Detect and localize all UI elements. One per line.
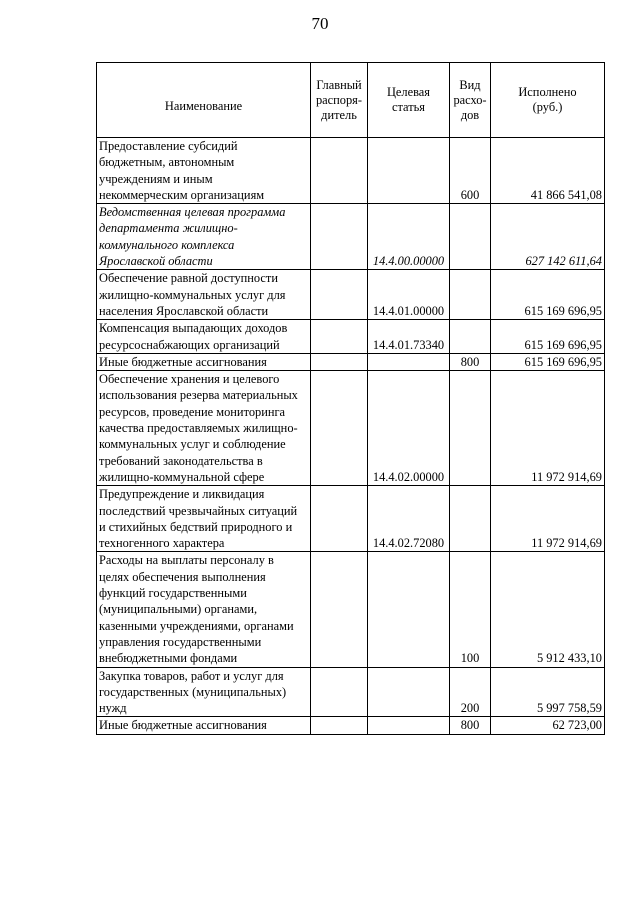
row-manager-cell bbox=[311, 270, 368, 320]
row-manager-cell bbox=[311, 371, 368, 486]
row-manager-cell bbox=[311, 204, 368, 270]
header-executed: Исполнено (руб.) bbox=[491, 63, 605, 138]
row-expense-type-cell: 600 bbox=[450, 138, 491, 204]
row-manager-cell bbox=[311, 717, 368, 734]
row-amount-cell: 5 997 758,59 bbox=[491, 667, 605, 717]
row-target-cell: 14.4.01.73340 bbox=[368, 320, 450, 354]
row-name-cell: Иные бюджетные ассигнования bbox=[97, 353, 311, 370]
page-number: 70 bbox=[311, 14, 329, 33]
row-amount-cell: 11 972 914,69 bbox=[491, 371, 605, 486]
table-row bbox=[97, 353, 605, 370]
table-body bbox=[97, 138, 605, 735]
row-name-cell: Компенсация выпадающих доходов ресурсоснабжающих организаций bbox=[97, 320, 311, 354]
row-target-cell: 14.4.02.72080 bbox=[368, 486, 450, 552]
row-amount-cell: 11 972 914,69 bbox=[491, 486, 605, 552]
row-amount-cell: 41 866 541,08 bbox=[491, 138, 605, 204]
row-expense-type-cell bbox=[450, 270, 491, 320]
row-amount-cell: 615 169 696,95 bbox=[491, 353, 605, 370]
row-name-cell: Расходы на выплаты персоналу в целях обеспечения выполнения функций государственными (муниципальными) органами, казенными учреждениями, органами управления государственными внебюджетными фондами bbox=[97, 552, 311, 667]
header-manager: Главный распоря- дитель bbox=[311, 63, 368, 138]
row-target-cell bbox=[368, 667, 450, 717]
table-row bbox=[97, 204, 605, 270]
row-expense-type-cell bbox=[450, 371, 491, 486]
table-row bbox=[97, 320, 605, 354]
row-manager-cell bbox=[311, 320, 368, 354]
table-row bbox=[97, 667, 605, 717]
table-row bbox=[97, 552, 605, 667]
row-amount-cell: 615 169 696,95 bbox=[491, 320, 605, 354]
row-manager-cell bbox=[311, 138, 368, 204]
row-amount-cell: 5 912 433,10 bbox=[491, 552, 605, 667]
header-target: Целевая статья bbox=[368, 63, 450, 138]
row-manager-cell bbox=[311, 667, 368, 717]
row-target-cell bbox=[368, 353, 450, 370]
table-row bbox=[97, 717, 605, 734]
row-manager-cell bbox=[311, 552, 368, 667]
row-target-cell bbox=[368, 552, 450, 667]
table-header-row bbox=[97, 63, 605, 138]
row-name-cell: Обеспечение равной доступности жилищно-коммунальных услуг для населения Ярославской области bbox=[97, 270, 311, 320]
row-expense-type-cell: 800 bbox=[450, 717, 491, 734]
header-name: Наименование bbox=[97, 63, 311, 138]
row-amount-cell: 62 723,00 bbox=[491, 717, 605, 734]
row-target-cell: 14.4.01.00000 bbox=[368, 270, 450, 320]
row-name-cell: Иные бюджетные ассигнования bbox=[97, 717, 311, 734]
row-amount-cell: 627 142 611,64 bbox=[491, 204, 605, 270]
budget-table bbox=[96, 62, 605, 735]
table-row bbox=[97, 371, 605, 486]
row-name-cell: Ведомственная целевая программа департамента жилищно- коммунального комплекса Ярославской области bbox=[97, 204, 311, 270]
row-expense-type-cell bbox=[450, 486, 491, 552]
row-manager-cell bbox=[311, 486, 368, 552]
table-row bbox=[97, 138, 605, 204]
row-target-cell: 14.4.00.00000 bbox=[368, 204, 450, 270]
row-target-cell: 14.4.02.00000 bbox=[368, 371, 450, 486]
row-amount-cell: 615 169 696,95 bbox=[491, 270, 605, 320]
row-expense-type-cell: 800 bbox=[450, 353, 491, 370]
row-name-cell: Предупреждение и ликвидация последствий чрезвычайных ситуаций и стихийных бедствий природного и техногенного характера bbox=[97, 486, 311, 552]
row-expense-type-cell bbox=[450, 204, 491, 270]
row-manager-cell bbox=[311, 353, 368, 370]
table-row bbox=[97, 270, 605, 320]
row-name-cell: Обеспечение хранения и целевого использования резерва материальных ресурсов, проведение мониторинга качества предоставляемых жилищно- коммунальных услуг и соблюдение требований законодательства в жилищно-коммунальной сфере bbox=[97, 371, 311, 486]
row-expense-type-cell bbox=[450, 320, 491, 354]
row-expense-type-cell: 200 bbox=[450, 667, 491, 717]
row-name-cell: Предоставление субсидий бюджетным, автономным учреждениям и иным некоммерческим организациям bbox=[97, 138, 311, 204]
row-name-cell: Закупка товаров, работ и услуг для государственных (муниципальных) нужд bbox=[97, 667, 311, 717]
table-row bbox=[97, 486, 605, 552]
header-expense-type: Вид расхо- дов bbox=[450, 63, 491, 138]
row-target-cell bbox=[368, 717, 450, 734]
row-expense-type-cell: 100 bbox=[450, 552, 491, 667]
row-target-cell bbox=[368, 138, 450, 204]
